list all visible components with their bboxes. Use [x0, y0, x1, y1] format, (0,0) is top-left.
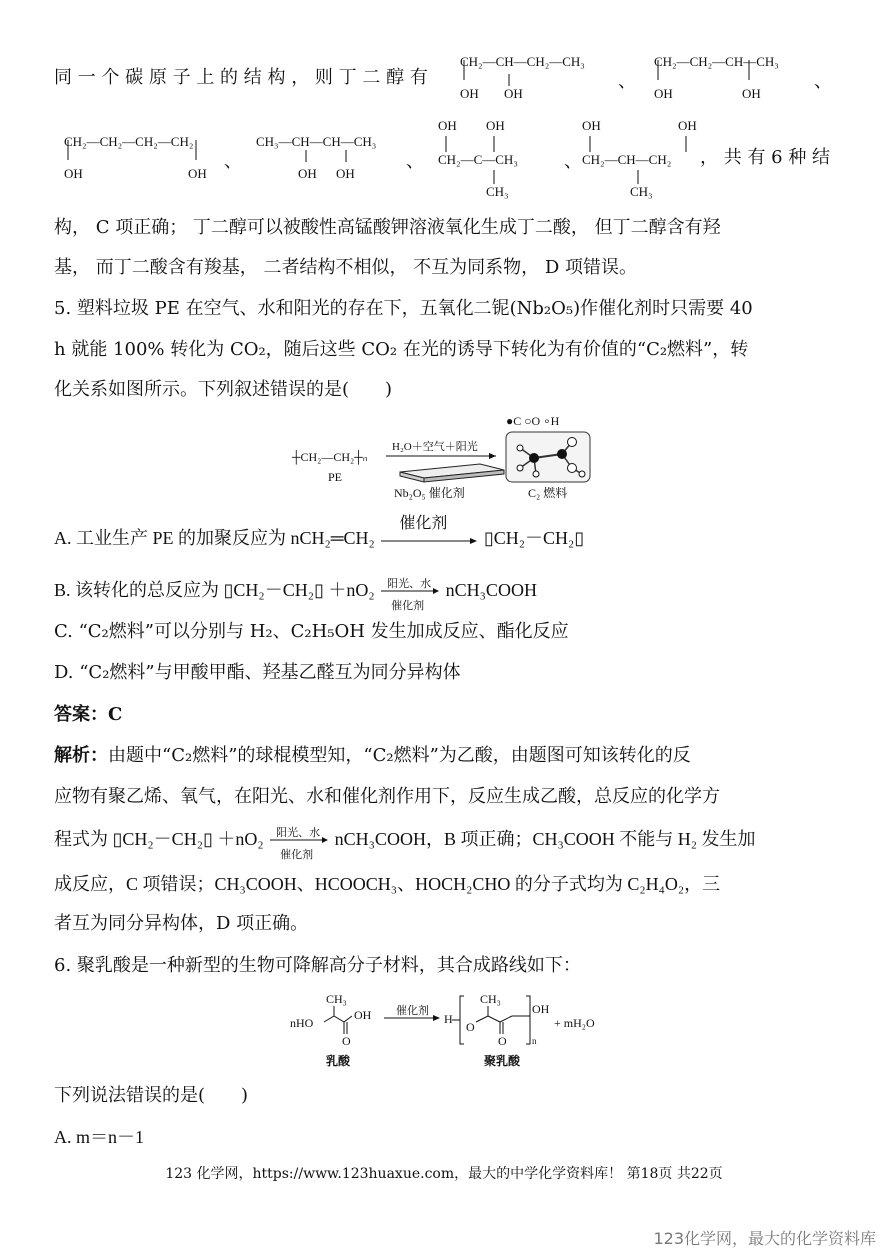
structure-1: [460, 54, 620, 104]
explanation-line-1: [54, 744, 691, 768]
figure-5: [290, 412, 610, 502]
option-a-arrow-line: [379, 526, 479, 550]
option-b-arrow: [379, 578, 441, 612]
explanation-line-2: 应物有聚乙烯、氧气，在阳光、水和催化剂作用下，反应生成乙酸，总反应的化学方: [54, 786, 720, 807]
structure-3: [64, 134, 224, 184]
option-b[interactable]: [54, 578, 537, 612]
page-footer: 123 化学网，https://www.123huaxue.com，最大的中学化学资料库！ 第18页 共22页: [165, 1166, 723, 1182]
structure-3-oh-a: OH: [64, 166, 83, 181]
separator: 、: [814, 71, 832, 92]
structure-6: [582, 118, 712, 202]
separator: 、: [224, 151, 242, 172]
separator: 、: [564, 151, 582, 172]
answer-label: 答案：: [54, 704, 108, 725]
q5-line-3: 化关系如图所示。下列叙述错误的是( ): [54, 379, 393, 400]
explanation-text-1: 由题中“C₂燃料”的球棍模型知，“C₂燃料”为乙酸，由题图可知该转化的反: [108, 745, 691, 766]
lactic-reactant: nHO: [290, 1016, 314, 1030]
option-a-catalyst: 催化剂: [399, 515, 448, 532]
explanation-line-3: [54, 827, 756, 861]
option-b-under: 催化剂: [391, 600, 425, 612]
lactic-oh: OH: [354, 1008, 372, 1022]
explanation-line-5: 者互为同分异构体，D 项正确。: [54, 913, 309, 934]
explanation-over: 阳光、水: [276, 827, 321, 839]
line-1-text: 同 一 个 碳 原 子 上 的 结 构 ， 则 丁 二 醇 有: [54, 67, 428, 88]
structure-5-chain: CH₂—C—CH₃: [438, 152, 518, 167]
structure-2: [654, 54, 814, 104]
separator: 、: [406, 151, 424, 172]
figure-6: [290, 992, 620, 1072]
option-a[interactable]: [54, 515, 585, 550]
option-b-arrow-line: [379, 578, 441, 602]
structure-1-oh-a: OH: [460, 86, 479, 101]
option-a-lhs: A. 工业生产 PE 的加聚反应为 nCH₂═CH₂: [54, 528, 375, 548]
line-2-suffix: ， 共 有 6 种 结: [700, 147, 831, 168]
q6-line-1: 6. 聚乳酸是一种新型的生物可降解高分子材料，其合成路线如下：: [54, 955, 581, 976]
polymer-o: O: [498, 1034, 507, 1048]
water: + mH₂O: [554, 1016, 595, 1030]
line-3: 构， C 项正确； 丁二醇可以被酸性高锰酸钾溶液氧化生成丁二酸， 但丁二醇含有羟: [54, 217, 721, 238]
q5-line-2: h 就能 100% 转化为 CO₂，随后这些 CO₂ 在光的诱导下转化为有价值的“C₂燃料”，转: [54, 339, 749, 360]
polymer-name: 聚乳酸: [484, 1054, 521, 1068]
explanation-eq-lhs: 程式为 ▯CH₂－CH₂▯ ＋nO₂: [54, 829, 264, 849]
arrow-label: H₂O＋空气＋阳光: [392, 441, 478, 453]
structure-5-oh-a: OH: [438, 118, 457, 133]
option-a-rhs: ▯CH₂－CH₂▯: [483, 528, 585, 548]
structure-1-oh-b: OH: [504, 86, 523, 101]
polymer-h: H: [444, 1012, 453, 1026]
structure-4-oh-a: OH: [298, 166, 317, 181]
catalyst-label: Nb₂O₅ 催化剂: [394, 486, 465, 500]
explanation-eq-rhs: nCH₃COOH，B 项正确；CH₃COOH 不能与 H₂ 发生加: [334, 829, 756, 849]
explanation-under: 催化剂: [280, 849, 314, 861]
option-b-lhs: B. 该转化的总反应为 ▯CH₂－CH₂▯ ＋nO₂: [54, 580, 375, 600]
option-b-over: 阳光、水: [387, 578, 432, 590]
structure-5-ch3: CH₃: [486, 184, 509, 199]
figure-6-arrow-label: 催化剂: [396, 1005, 429, 1017]
ball-legend: ●C ○O ∘H: [506, 414, 560, 428]
explanation-arrow: [268, 827, 330, 861]
q6-option-a[interactable]: A. m＝n－1: [54, 1127, 144, 1147]
structure-6-oh-a: OH: [582, 118, 601, 133]
polymer-n: n: [532, 1036, 537, 1046]
structure-4-oh-b: OH: [336, 166, 355, 181]
explanation-arrow-line: [268, 827, 330, 851]
explanation-line-4: 成反应，C 项错误；CH₃COOH、HCOOCH₃、HOCH₂CHO 的分子式均为 C₂H₄O₂，三: [54, 874, 721, 894]
structure-5: [438, 118, 568, 202]
structure-2-oh-b: OH: [742, 86, 761, 101]
structure-6-oh-b: OH: [678, 118, 697, 133]
answer-value: C: [108, 704, 123, 725]
structure-3-chain: CH₂—CH₂—CH₂—CH₂: [64, 134, 194, 149]
lactic-o: O: [342, 1034, 351, 1048]
option-b-rhs: nCH₃COOH: [445, 580, 537, 600]
pe-chain: ┼CH₂—CH₂┼ₙ: [292, 450, 368, 464]
line-4: 基， 而丁二酸含有羧基， 二者结构不相似， 不互为同系物， D 项错误。: [54, 257, 638, 278]
q6-line-2: 下列说法错误的是( ): [54, 1085, 249, 1106]
structure-5-oh-b: OH: [486, 118, 505, 133]
structure-1-chain: CH₂—CH—CH₂—CH₃: [460, 54, 585, 69]
structure-2-oh-a: OH: [654, 86, 673, 101]
product-label: C₂ 燃料: [528, 486, 568, 500]
option-c[interactable]: C. “C₂燃料”可以分别与 H₂、C₂H₅OH 发生加成反应、酯化反应: [54, 621, 569, 642]
polymer-oh: OH: [532, 1002, 550, 1016]
structure-6-ch3: CH₃: [630, 184, 653, 199]
q5-line-1: 5. 塑料垃圾 PE 在空气、水和阳光的存在下，五氧化二铌(Nb₂O₅)作催化剂时只需要 40: [54, 298, 753, 319]
option-a-arrow: [379, 515, 479, 550]
lactic-name: 乳酸: [326, 1054, 351, 1068]
explanation-label: 解析：: [54, 745, 108, 766]
separator: 、: [618, 71, 636, 92]
lactic-ch3: CH₃: [326, 992, 347, 1006]
answer: [54, 703, 122, 727]
watermark: 123化学网，最大的化学资料库: [653, 1229, 876, 1248]
structure-4: [256, 134, 406, 184]
structure-3-oh-b: OH: [188, 166, 207, 181]
structure-6-chain: CH₂—CH—CH₂: [582, 152, 672, 167]
structure-2-chain: CH₂—CH₂—CH—CH₃: [654, 54, 779, 69]
structure-4-chain: CH₃—CH—CH—CH₃: [256, 134, 377, 149]
polymer-ch3: CH₃: [480, 992, 501, 1006]
pe-label: PE: [328, 470, 343, 484]
option-d[interactable]: D. “C₂燃料”与甲酸甲酯、羟基乙醛互为同分异构体: [54, 662, 461, 683]
polymer-o-chain: O: [466, 1020, 475, 1034]
